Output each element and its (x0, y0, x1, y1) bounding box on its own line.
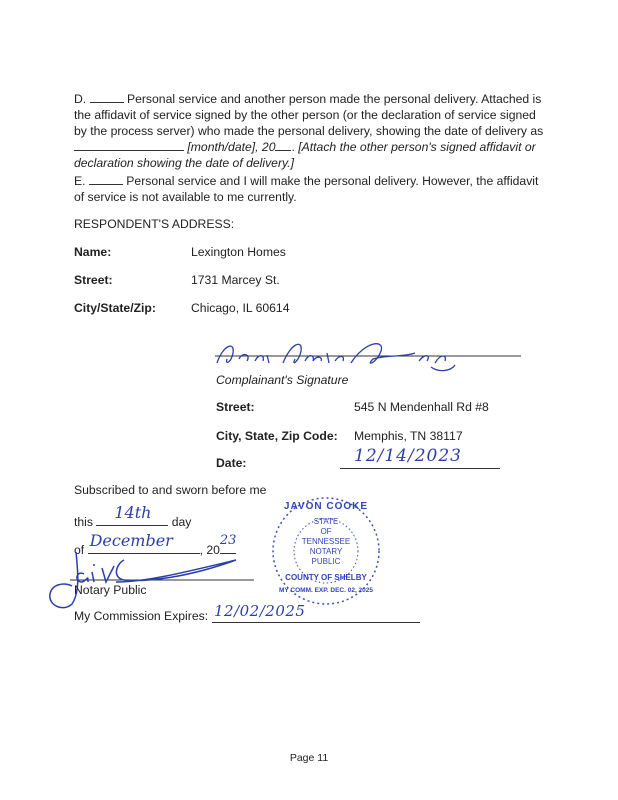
respondent-heading: RESPONDENT'S ADDRESS: (74, 217, 235, 231)
respondent-name: Lexington Homes (191, 245, 286, 259)
seal-of: OF (320, 527, 332, 536)
section-d-line-3: by the process server) who made the personal delivery, showing the date of delivery as (74, 124, 544, 138)
notary-of: of (74, 543, 85, 557)
complainant-street-label: Street: (216, 400, 255, 414)
respondent-street: 1731 Marcey St. (191, 273, 280, 287)
year-handwritten: 23 (219, 533, 237, 548)
complainant-signature (205, 333, 525, 373)
section-d-line-4a: [month/date], 20 (187, 140, 276, 154)
date-line (340, 448, 500, 469)
section-d-line-2: the affidavit of service signed by the other person (or the declaration of service signed (74, 108, 536, 122)
signature-caption: Complainant's Signature (216, 373, 349, 387)
section-e-letter: E. (74, 174, 86, 188)
respondent-city-label: City/State/Zip: (74, 301, 156, 315)
section-d-letter: D. (74, 92, 87, 106)
blank-line (90, 91, 124, 103)
complainant-street: 545 N Mendenhall Rd #8 (354, 400, 489, 414)
blank-line (74, 139, 184, 151)
blank-line (89, 173, 123, 185)
complainant-date-label: Date: (216, 456, 247, 470)
date-handwritten: 12/14/2023 (354, 446, 462, 466)
seal-name: JAVON COOKE (283, 501, 369, 512)
seal-commission: MY COMM. EXP. DEC. 02, 2025 (278, 587, 374, 594)
section-d-line-5: declaration showing the date of delivery.] (74, 156, 294, 170)
seal-county: COUNTY OF SHELBY (285, 573, 367, 582)
respondent-name-label: Name: (74, 245, 112, 259)
section-d-line-1: Personal service and another person made the personal delivery. Attached is (126, 92, 542, 106)
seal-center (268, 517, 384, 567)
day-blank (96, 503, 168, 526)
section-d-line-4b: . (291, 140, 295, 154)
notary-day-line (74, 503, 192, 529)
commission-expires-label: My Commission Expires: (74, 609, 209, 623)
section-e-line-1: Personal service and I will make the personal delivery. However, the affidavit (126, 174, 539, 188)
respondent-street-label: Street: (74, 273, 113, 287)
month-handwritten: December (89, 531, 173, 550)
day-handwritten: 14th (114, 503, 152, 522)
seal-state: STATE (313, 517, 339, 526)
complainant-city-label: City, State, Zip Code: (216, 429, 338, 443)
page-number: Page 11 (289, 752, 329, 764)
section-d-line-4c: [Attach the other person's signed affidavit or (298, 140, 536, 154)
seal-notary: NOTARY (309, 547, 343, 556)
notary-day: day (171, 515, 192, 529)
section-e (74, 173, 554, 205)
expires-handwritten: 12/02/2025 (214, 602, 306, 620)
notary-public-label: Notary Public (74, 583, 147, 597)
notary-subscribed: Subscribed to and sworn before me (74, 483, 267, 497)
notary-seal (268, 493, 384, 609)
complainant-city: Memphis, TN 38117 (354, 429, 463, 443)
notary-this: this (74, 515, 93, 529)
notary-year-prefix: , 20 (199, 543, 220, 557)
seal-tennessee: TENNESSEE (301, 537, 351, 546)
respondent-city: Chicago, IL 60614 (191, 301, 290, 315)
seal-public: PUBLIC (311, 557, 341, 566)
blank-line (275, 139, 291, 151)
section-e-line-2: of service is not available to me currently. (74, 190, 297, 204)
section-d (74, 91, 554, 171)
